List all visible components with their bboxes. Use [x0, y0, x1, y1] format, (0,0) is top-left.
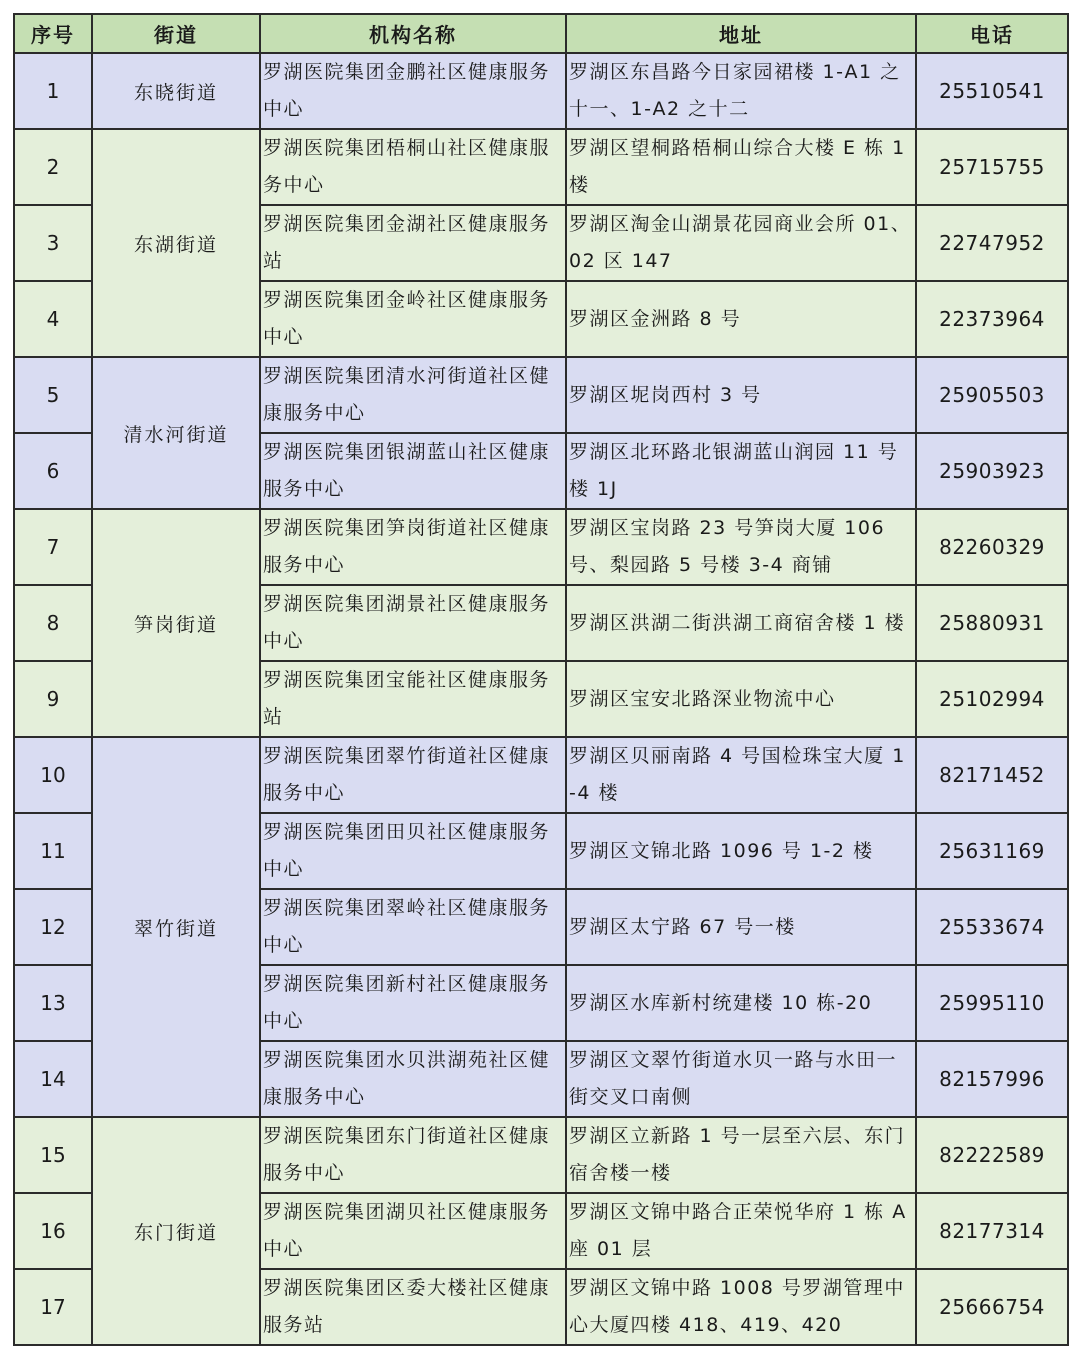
header-phone: 电话 [916, 14, 1068, 53]
phone-number: 82177314 [916, 1193, 1068, 1269]
address: 罗湖区宝安北路深业物流中心 [566, 661, 916, 737]
row-number: 17 [14, 1269, 92, 1345]
phone-number: 25905503 [916, 357, 1068, 433]
row-number: 13 [14, 965, 92, 1041]
address: 罗湖区文锦北路 1096 号 1-2 楼 [566, 813, 916, 889]
table-body [14, 53, 1068, 1345]
header-index: 序号 [14, 14, 92, 53]
street-cell: 东湖街道 [92, 129, 260, 357]
address: 罗湖区东昌路今日家园裙楼 1-A1 之十一、1-A2 之十二 [566, 53, 916, 129]
row-number: 4 [14, 281, 92, 357]
institution-name: 罗湖医院集团金鹏社区健康服务中心 [260, 53, 566, 129]
row-number: 10 [14, 737, 92, 813]
row-number: 1 [14, 53, 92, 129]
table-row [14, 1117, 1068, 1193]
phone-number: 25995110 [916, 965, 1068, 1041]
address: 罗湖区淘金山湖景花园商业会所 01、02 区 147 [566, 205, 916, 281]
header-row [14, 14, 1068, 53]
header-street: 街道 [92, 14, 260, 53]
row-number: 2 [14, 129, 92, 205]
institution-name: 罗湖医院集团翠竹街道社区健康服务中心 [260, 737, 566, 813]
address: 罗湖区水库新村统建楼 10 栋-20 [566, 965, 916, 1041]
row-number: 3 [14, 205, 92, 281]
row-number: 16 [14, 1193, 92, 1269]
row-number: 12 [14, 889, 92, 965]
institution-name: 罗湖医院集团湖景社区健康服务中心 [260, 585, 566, 661]
address: 罗湖区宝岗路 23 号笋岗大厦 106 号、梨园路 5 号楼 3-4 商铺 [566, 509, 916, 585]
institution-name: 罗湖医院集团水贝洪湖苑社区健康服务中心 [260, 1041, 566, 1117]
address: 罗湖区太宁路 67 号一楼 [566, 889, 916, 965]
street-cell: 清水河街道 [92, 357, 260, 509]
institution-name: 罗湖医院集团金湖社区健康服务站 [260, 205, 566, 281]
address: 罗湖区文翠竹街道水贝一路与水田一街交叉口南侧 [566, 1041, 916, 1117]
row-number: 6 [14, 433, 92, 509]
phone-number: 22373964 [916, 281, 1068, 357]
street-cell: 东门街道 [92, 1117, 260, 1345]
street-cell: 东晓街道 [92, 53, 260, 129]
phone-number: 25510541 [916, 53, 1068, 129]
phone-number: 25903923 [916, 433, 1068, 509]
institution-name: 罗湖医院集团金岭社区健康服务中心 [260, 281, 566, 357]
table-row [14, 357, 1068, 433]
row-number: 11 [14, 813, 92, 889]
address: 罗湖区文锦中路合正荣悦华府 1 栋 A 座 01 层 [566, 1193, 916, 1269]
institution-name: 罗湖医院集团新村社区健康服务中心 [260, 965, 566, 1041]
institution-name: 罗湖医院集团翠岭社区健康服务中心 [260, 889, 566, 965]
header-institution: 机构名称 [260, 14, 566, 53]
phone-number: 25631169 [916, 813, 1068, 889]
phone-number: 82222589 [916, 1117, 1068, 1193]
row-number: 15 [14, 1117, 92, 1193]
address: 罗湖区贝丽南路 4 号国检珠宝大厦 1-4 楼 [566, 737, 916, 813]
address: 罗湖区望桐路梧桐山综合大楼 E 栋 1 楼 [566, 129, 916, 205]
address: 罗湖区立新路 1 号一层至六层、东门宿舍楼一楼 [566, 1117, 916, 1193]
street-cell: 翠竹街道 [92, 737, 260, 1117]
institution-name: 罗湖医院集团湖贝社区健康服务中心 [260, 1193, 566, 1269]
header-address: 地址 [566, 14, 916, 53]
table-row [14, 129, 1068, 205]
address: 罗湖区北环路北银湖蓝山润园 11 号楼 1J [566, 433, 916, 509]
phone-number: 25533674 [916, 889, 1068, 965]
street-cell: 笋岗街道 [92, 509, 260, 737]
phone-number: 82171452 [916, 737, 1068, 813]
phone-number: 22747952 [916, 205, 1068, 281]
row-number: 8 [14, 585, 92, 661]
phone-number: 82260329 [916, 509, 1068, 585]
phone-number: 25880931 [916, 585, 1068, 661]
table-row [14, 737, 1068, 813]
row-number: 14 [14, 1041, 92, 1117]
address: 罗湖区坭岗西村 3 号 [566, 357, 916, 433]
institution-name: 罗湖医院集团宝能社区健康服务站 [260, 661, 566, 737]
institution-name: 罗湖医院集团银湖蓝山社区健康服务中心 [260, 433, 566, 509]
institution-name: 罗湖医院集团梧桐山社区健康服务中心 [260, 129, 566, 205]
institution-name: 罗湖医院集团区委大楼社区健康服务站 [260, 1269, 566, 1345]
institution-name: 罗湖医院集团田贝社区健康服务中心 [260, 813, 566, 889]
phone-number: 25102994 [916, 661, 1068, 737]
phone-number: 25715755 [916, 129, 1068, 205]
address: 罗湖区金洲路 8 号 [566, 281, 916, 357]
row-number: 7 [14, 509, 92, 585]
row-number: 5 [14, 357, 92, 433]
table-row [14, 53, 1068, 129]
institution-name: 罗湖医院集团笋岗街道社区健康服务中心 [260, 509, 566, 585]
clinic-table [13, 13, 1069, 1346]
phone-number: 82157996 [916, 1041, 1068, 1117]
table-header [14, 14, 1068, 53]
address: 罗湖区文锦中路 1008 号罗湖管理中心大厦四楼 418、419、420 [566, 1269, 916, 1345]
institution-name: 罗湖医院集团东门街道社区健康服务中心 [260, 1117, 566, 1193]
table-row [14, 509, 1068, 585]
row-number: 9 [14, 661, 92, 737]
institution-name: 罗湖医院集团清水河街道社区健康服务中心 [260, 357, 566, 433]
phone-number: 25666754 [916, 1269, 1068, 1345]
address: 罗湖区洪湖二街洪湖工商宿舍楼 1 楼 [566, 585, 916, 661]
